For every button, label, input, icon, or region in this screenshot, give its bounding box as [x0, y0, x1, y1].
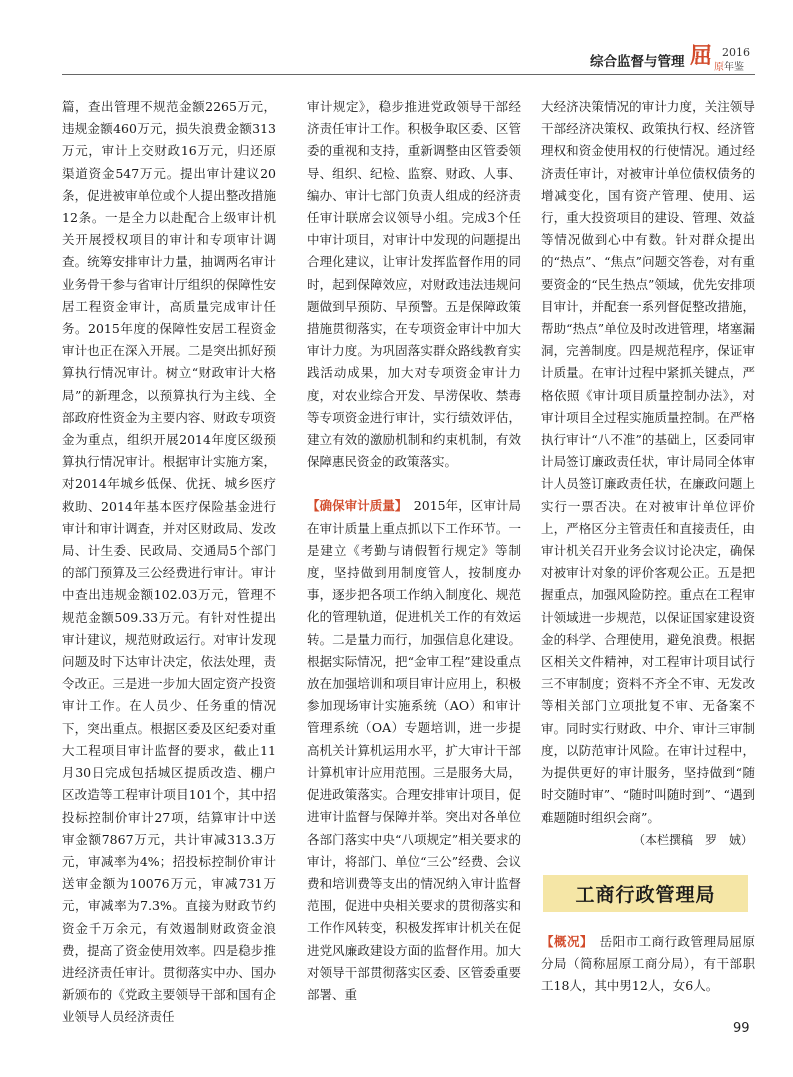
bureau-overview — [541, 931, 755, 998]
col1-paragraph: 篇，查出管理不规范金额2265万元，违规金额460万元，损失浪费金额313万元，审计上交财政16万元，归还原渠道资金547万元。提出审计建议20条，促进被审单位或个人提出整改措施12条。一是全力以赴配合上级审计机关开展授权项目的审计和专项审计调查。统筹安排审计力量，抽调两名审计业务骨干参与省审计厅组织的保障性安居工程资金审计，高质量完成审计任务。2015年度的保障性安居工程资金审计也正在深入开展。二是突出抓好预算执行情况审计。树立“财政审计大格局”的新理念，以预算执行为主线、全部政府性资金为主要内容、财政专项资金为重点，组织开展2014年度区级预算执行情况审计。根据审计实施方案，对2014年城乡低保、优抚、城乡医疗救助、2014年基本医疗保险基金进行审计和审计调查，并对区财政局、发改局、计生委、民政局、交通局5个部门的部门预算及三公经费进行审计。审计中查出违规金额102.03万元，管理不规范金额509.33万元。有针对性提出审计建议，规范财政运行。对审计发现问题及时下达审计决定，依法处理，责令改正。三是进一步加大固定资产投资审计工作。在人员少、任务重的情况下，突出重点。根据区委及区纪委对重大工程项目审计监督的要求，截止11月30日完成包括城区提质改造、棚户区改造等工程审计项目101个，其中招投标控制价审计27项，结算审计中送审金额7867万元，共计审减313.3万元，审减率为4%；招投标控制价审计送审金额为10076万元，审减731万元，审减率为7.3%。直接为财政节约资金千万余元，有效遏制财政资金浪费，提高了资金使用效率。四是稳步推进经济责任审计。贯彻落实中办、国办新颁布的《党政主要领导干部和国有企业领导人员经济责任 — [62, 99, 276, 1025]
col3-paragraph: 大经济决策情况的审计力度，关注领导干部经济决策权、政策执行权、经济管理权和资金使用权的行使情况。通过经济责任审计，对被审计单位债权债务的增减变化，国有资产管理、使用、运行，重大投资项目的建设、管理、效益等情况做到心中有数。针对群众提出的“热点”、“焦点”问题交答卷，对有重要资金的“民生热点”领域，优先安排项目审计，并配套一系列督促整改措施，帮助“热点”单位及时改进管理，堵塞漏洞，完善制度。四是规范程序，保证审计质量。在审计过程中紧抓关键点，严格依照《审计项目质量控制办法》，对审计项目全过程实施质量控制。在严格执行审计“八不准”的基础上，区委同审计局签订廉政责任状，审计局同全体审计人员签订廉政责任状，在廉政问题上实行一票否决。在对被审计单位评价上，严格区分主管责任和直接责任，由审计机关召开业务会议讨论决定，确保对被审计对象的评价客观公正。五是把握重点，加强风险防控。重点在工程审计领域进一步规范，以保证国家建设资金的科学、合理使用，避免浪费。根据区相关文件精神，对工程审计项目试行三不审制度；资料不齐全不审、无发改等相关部门立项批复不审、无备案不审。同时实行财政、中介、审计三审制度，以防范审计风险。在审计过程中，为提供更好的审计服务，坚持做到“随时交随时审”、“随时叫随时到”、“遇到难题随时组织会商”。 — [541, 99, 755, 825]
header-divider — [62, 74, 755, 75]
logo-year: 2016 — [722, 46, 750, 59]
column-1 — [62, 96, 276, 1029]
col2-paragraph-b — [307, 495, 521, 1006]
logo-sub-red: 原 — [714, 62, 724, 73]
yearbook-logo — [690, 43, 758, 73]
logo-subtitle — [714, 58, 744, 73]
bureau-heading: 工商行政管理局 — [543, 875, 748, 912]
bureau-overview-text: 岳阳市工商行政管理局屈原分局（简称屈原工商分局），有干部职工18人，其中男12人，女6人。 — [541, 934, 755, 994]
col2-paragraph-a: 审计规定》，稳步推进党政领导干部经济责任审计工作。积极争取区委、区管委的重视和支持，重新调整由区管委领导、组织、纪检、监察、财政、人事、编办、审计七部门负责人组成的经济责任审计联席会议领导小组。完成3个任中审计项目，对审计中发现的问题提出合理化建议，让审计发挥监督作用的同时，起到保障效应，对财政违法违规问题做到早预防、早预警。五是保障政策措施贯彻落实，在专项资金审计中加大审计力度。为巩固落实群众路线教育实践活动成果，加大对专项资金审计力度，对农业综合开发、旱涝保收、禁毒等专项资金进行审计，实行绩效评估，建立有效的激励机制和约束机制，有效保障惠民资金的政策落实。 — [307, 99, 521, 470]
author-credit: （本栏撰稿 罗 娀） — [632, 832, 753, 847]
bureau-overview-paragraph — [541, 931, 755, 998]
logo-mark: 屈 — [690, 44, 713, 69]
column-3 — [541, 96, 755, 851]
column-2 — [307, 96, 521, 1006]
page-number: 99 — [733, 1021, 750, 1036]
quality-section-tag: 【确保审计质量】 — [307, 498, 402, 514]
overview-tag: 【概况】 — [541, 934, 587, 949]
logo-sub-text: 年鉴 — [724, 62, 744, 73]
section-title: 综合监督与管理 — [590, 54, 685, 70]
col2-paragraph-b-text: 2015年，区审计局在审计质量上重点抓以下工作环节。一是建立《考勤与请假暂行规定》等制度，坚持做到用制度管人，按制度办事，逐步把各项工作纳入制度化、规范化的管理轨道，促进机关工作的有效运转。二是量力而行，加强信息化建设。根据实际情况，把“金审工程”建设重点放在加强培训和项目审计应用上，积极参加现场审计实施系统（AO）和审计管理系统（OA）专题培训，进一步提高机关计算机运用水平，扩大审计干部计算机审计应用范围。三是服务大局，促进政策落实。合理安排审计项目，促进审计监督与保障并举。突出对各单位各部门落实中央“八项规定”相关要求的审计，将部门、单位“三公”经费、会议费和培训费等支出的情况纳入审计监督范围，促进中央相关要求的贯彻落实和工作作风转变，积极发挥审计机关在促进党风廉政建设方面的监督作用。加大对领导干部贯彻落实区委、区管委重要部署、重 — [307, 498, 521, 1002]
